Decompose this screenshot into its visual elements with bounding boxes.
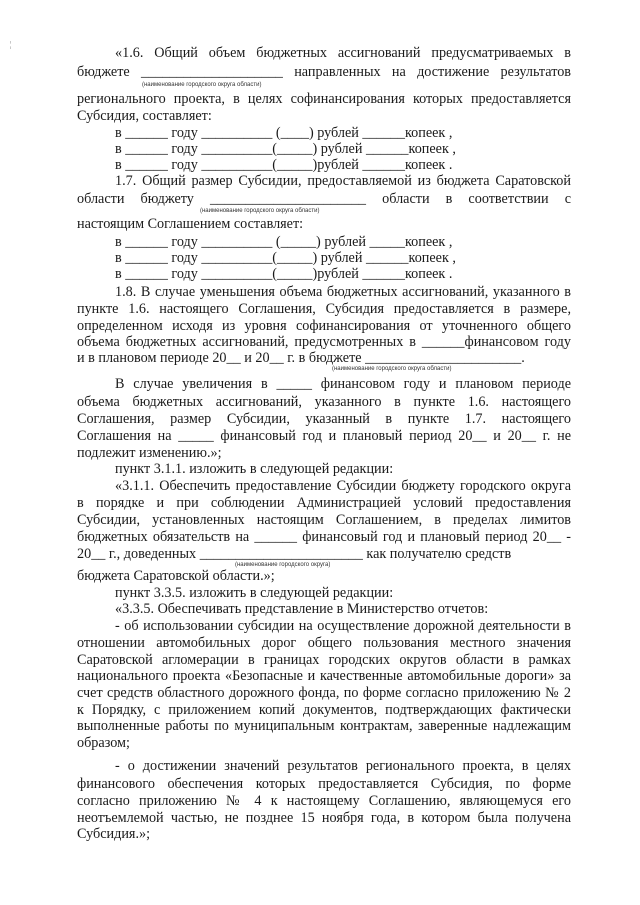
clause-3-1-1-line-3: Субсидии, установленных настоящим Соглашением, в пределах лимитов bbox=[77, 512, 571, 528]
amount-row-2: в ______ году __________(_____) рублей ______копеек , bbox=[115, 250, 456, 266]
increase-paragraph-line-4: Соглашения на _____ финансовый год и плановый период 20__ и 20__ г. не bbox=[77, 428, 571, 444]
paragraph-1-8-line-3: определенном исходя из уровня софинансирования от уточненного общего bbox=[77, 318, 571, 334]
paragraph-1-8-line-5: и в плановом периоде 20__ и 20__ г. в бюджете ______________________. bbox=[77, 350, 525, 366]
report-item-1-line-7: выполненные работы по муниципальным контрактам, заверенные надлежащим bbox=[77, 718, 571, 734]
report-item-1-line-4: национального проекта «Безопасные и качественные автомобильные дороги» за bbox=[77, 668, 571, 684]
paragraph-1-7-line-3: настоящим Соглашением составляет: bbox=[77, 216, 304, 232]
report-item-2-line-5: Субсидия.»; bbox=[77, 826, 151, 842]
report-item-2-line-4: неотъемлемой частью, не позднее 15 ноября года, в котором была получена bbox=[77, 810, 571, 826]
clause-3-1-1-line-4: бюджетных обязательств на ______ финансовый год и плановый период 20__ - bbox=[77, 529, 571, 545]
paragraph-1-6-line-3: регионального проекта, в целях софинансирования которых предоставляется bbox=[77, 91, 571, 107]
amount-row-2: в ______ году __________(_____) рублей ______копеек , bbox=[115, 141, 456, 157]
budget-name-caption: (наименование городского округа области) bbox=[332, 366, 452, 372]
amount-row-1: в ______ году __________ (____) рублей ______копеек , bbox=[115, 125, 453, 141]
amount-row-3: в ______ году __________(_____)рублей ______копеек . bbox=[115, 157, 453, 173]
clause-3-1-1-line-1: «3.1.1. Обеспечить предоставление Субсидии бюджету городского округа bbox=[115, 478, 571, 494]
report-item-1-line-5: счет средств областного дорожного фонда, по форме согласно приложению № 2 bbox=[77, 685, 571, 701]
increase-paragraph-line-2: объема бюджетных ассигнований, указанного в пункте 1.6. настоящего bbox=[77, 394, 571, 410]
report-item-2-line-1: - о достижении значений результатов регионального проекта, в целях bbox=[115, 758, 571, 774]
clause-3-3-5-heading: пункт 3.3.5. изложить в следующей редакции: bbox=[115, 585, 394, 601]
clause-3-1-1-heading: пункт 3.1.1. изложить в следующей редакции: bbox=[115, 461, 394, 477]
report-item-2-line-2: финансового обеспечения которых предоставляется Субсидия, по форме bbox=[77, 776, 571, 792]
amount-row-1: в ______ году __________ (_____) рублей _____копеек , bbox=[115, 234, 453, 250]
report-item-1-line-8: образом; bbox=[77, 735, 130, 751]
report-item-1-line-6: к Порядку, с приложением копий документов, подтверждающих фактически bbox=[77, 702, 571, 718]
clause-3-1-1-line-2: в порядке и при соблюдении Администрацией условий предоставления bbox=[77, 495, 571, 511]
paragraph-1-6-line-2: бюджете ____________________ направленных на достижение результатов bbox=[77, 64, 571, 80]
paragraph-1-6-line-4: Субсидия, составляет: bbox=[77, 108, 212, 124]
budget-name-caption: (наименование городского округа области) bbox=[200, 208, 320, 214]
amount-row-3: в ______ году __________(_____)рублей ______копеек . bbox=[115, 266, 453, 282]
paragraph-1-8-line-1: 1.8. В случае уменьшения объема бюджетных ассигнований, указанного в bbox=[115, 284, 571, 300]
report-item-2-line-3: согласно приложению № 4 к настоящему Соглашению, являющемуся его bbox=[77, 793, 571, 809]
clause-3-3-5-line-1: «3.3.5. Обеспечивать представление в Министерство отчетов: bbox=[115, 601, 489, 617]
paragraph-1-8-line-4: объема бюджетных ассигнований, предусмотренных в ______финансовом году bbox=[77, 334, 571, 350]
report-item-1-line-2: отношении автомобильных дорог общего пользования местного значения bbox=[77, 635, 571, 651]
budget-name-caption: (наименование городского округа области) bbox=[142, 82, 262, 88]
paragraph-1-8-line-2: пункте 1.6. настоящего Соглашения, Субсидия предоставляется в размере, bbox=[77, 301, 571, 317]
report-item-1-line-1: - об использовании субсидии на осуществление дорожной деятельности в bbox=[115, 618, 571, 634]
clause-3-1-1-line-5: 20__ г., доведенных _______________________ как получателю средств bbox=[77, 546, 512, 562]
increase-paragraph-line-3: Соглашения, размер Субсидии, указанный в пункте 1.7. настоящего bbox=[77, 411, 571, 427]
paragraph-1-6-line-1: «1.6. Общий объем бюджетных ассигнований предусматриваемых в bbox=[115, 45, 571, 61]
report-item-1-line-3: Саратовской агломерации в границах городских округов области в рамках bbox=[77, 652, 571, 668]
paragraph-1-7-line-1: 1.7. Общий размер Субсидии, предоставляемой из бюджета Саратовской bbox=[115, 173, 571, 189]
budget-name-caption: (наименование городского округа) bbox=[235, 562, 331, 568]
paragraph-1-7-line-2: области бюджету ______________________ области в соответствии с bbox=[77, 191, 571, 207]
increase-paragraph-line-1: В случае увеличения в _____ финансовом году и плановом периоде bbox=[115, 376, 571, 392]
clause-3-1-1-line-6: бюджета Саратовской области.»; bbox=[77, 568, 275, 584]
scan-margin-mark: ¦ bbox=[10, 40, 12, 49]
increase-paragraph-line-5: подлежит изменению.»; bbox=[77, 445, 222, 461]
